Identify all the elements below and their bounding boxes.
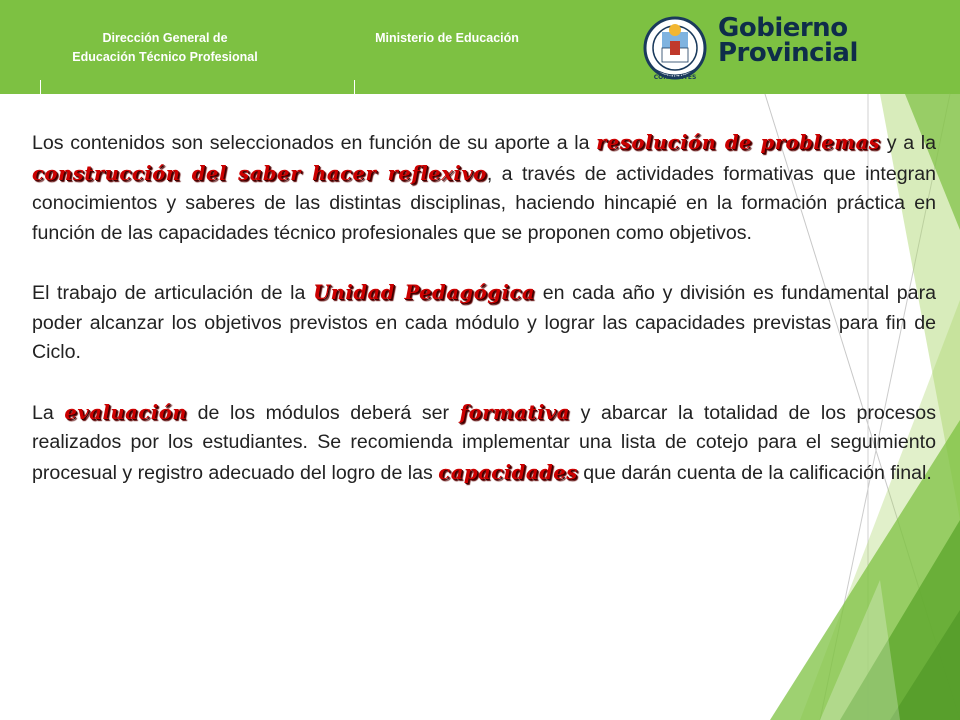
text-run: El trabajo de articulación de la xyxy=(32,282,314,304)
highlight-unidad-pedagogica: Unidad Pedagógica xyxy=(313,281,536,304)
highlight-capacidades: capacidades xyxy=(438,460,578,484)
text-run: y abarcar la totalidad de los procesos realizados por los estudiantes. Se recomienda implementar una lista de cotejo para el seguimiento procesual y registro adecuado del logro de las xyxy=(32,401,937,484)
paragraph-evaluacion xyxy=(32,398,936,489)
text-run: Los contenidos son seleccionados en función de su aporte a la xyxy=(32,132,597,154)
text-run: que darán cuenta de la calificación final. xyxy=(577,461,932,484)
paragraph-articulacion xyxy=(32,278,936,368)
text-run: La xyxy=(32,401,65,424)
logo-line-1: Gobierno xyxy=(718,13,848,43)
highlight-construccion-del-saber: construcción del saber hacer reflexivo xyxy=(32,161,487,185)
seal-label: CORRIENTES xyxy=(653,74,697,81)
text-run: en cada año y división es fundamental para poder alcanzar los objetivos previstos en cada módulo y lograr las capacidades previstas para fin de Ciclo. xyxy=(32,282,936,363)
main-content xyxy=(32,128,936,518)
organization-line-1: Dirección General de xyxy=(102,31,228,45)
ministry-name: Ministerio de Educación xyxy=(375,31,519,45)
text-run: , a través de actividades formativas que integran conocimientos y saberes de las distintas disciplinas, haciendo hincapié en la formación práctica en función de las capacidades técnico profesionales que se proponen como objetivos. xyxy=(32,162,936,244)
logo-line-2: Provincial xyxy=(718,38,858,68)
organization-line-2: Educación Técnico Profesional xyxy=(72,50,258,64)
text-run: de los módulos deberá ser xyxy=(187,401,460,424)
highlight-formativa: formativa xyxy=(459,400,570,424)
highlight-resolucion-de-problemas: resolución de problemas xyxy=(596,131,881,154)
text-run: y a la xyxy=(880,132,936,154)
paragraph-contenidos xyxy=(32,128,936,248)
highlight-evaluacion: evaluación xyxy=(64,400,188,424)
